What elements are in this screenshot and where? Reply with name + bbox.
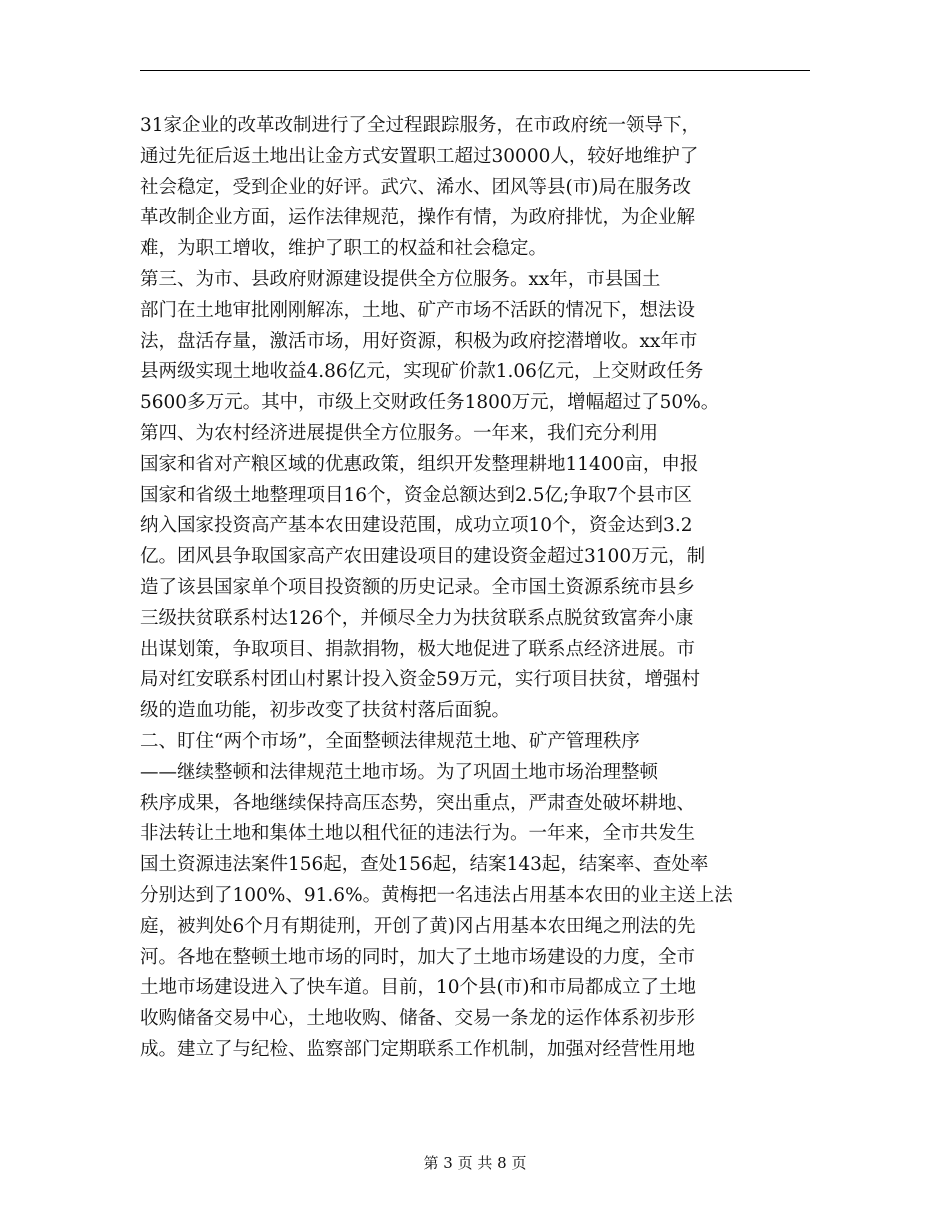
text-line: 土地市场建设进入了快车道。目前，10个县(市)和市局都成立了土地 — [140, 977, 696, 999]
text-line: 造了该县国家单个项目投资额的历史记录。全市国土资源系统市县乡 — [140, 576, 696, 598]
text-line: 法，盘活存量，激活市场，用好资源，积极为政府挖潜增收。xx年市 — [140, 330, 698, 352]
text-line: 5600多万元。其中，市级上交财政任务1800万元，增幅超过了50%。 — [140, 392, 720, 414]
text-line: 成。建立了与纪检、监察部门定期联系工作机制，加强对经营性用地 — [140, 1038, 696, 1060]
text-line: 局对红安联系村团山村累计投入资金59万元，实行项目扶贫，增强村 — [140, 669, 701, 691]
text-line: 县两级实现土地收益4.86亿元，实现矿价款1.06亿元，上交财政任务 — [140, 361, 704, 383]
text-line: 三级扶贫联系村达126个，并倾尽全力为扶贫联系点脱贫致富奔小康 — [140, 607, 694, 629]
text-line: 亿。团风县争取国家高产农田建设项目的建设资金超过3100万元，制 — [140, 546, 706, 568]
text-line: 出谋划策，争取项目、捐款捐物，极大地促进了联系点经济进展。市 — [140, 638, 696, 660]
text-line: 通过先征后返土地出让金方式安置职工超过30000人，较好地维护了 — [140, 145, 699, 167]
page-number: 第 3 页 共 8 页 — [423, 1154, 527, 1172]
text-line: 庭，被判处6个月有期徒刑，开创了黄)冈占用基本农田绳之刑法的先 — [140, 915, 696, 937]
text-line: 社会稳定，受到企业的好评。武穴、浠水、团风等县(市)局在服务改 — [140, 176, 691, 198]
text-line: 纳入国家投资高产基本农田建设范围，成功立项10个，资金达到3.2 — [140, 515, 693, 537]
text-line: 国土资源违法案件156起，查处156起，结案143起，结案率、查处率 — [140, 854, 709, 876]
text-line: 革改制企业方面，运作法律规范，操作有情，为政府排忧，为企业解 — [140, 207, 696, 229]
text-line: ——继续整顿和法律规范土地市场。为了巩固土地市场治理整顿 — [140, 761, 659, 783]
text-line: 国家和省对产粮区域的优惠政策，组织开发整理耕地11400亩，申报 — [140, 453, 699, 475]
text-line: 第四、为农村经济进展提供全方位服务。一年来，我们充分利用 — [140, 422, 659, 444]
document-body — [140, 111, 810, 1066]
text-line: 31家企业的改革改制进行了全过程跟踪服务，在市政府统一领导下， — [140, 115, 701, 136]
text-line: 非法转让土地和集体土地以租代征的违法行为。一年来，全市共发生 — [140, 823, 696, 845]
text-line: 难，为职工增收，维护了职工的权益和社会稳定。 — [140, 238, 548, 260]
text-line: 收购储备交易中心，土地收购、储备、交易一条龙的运作体系初步形 — [140, 1008, 696, 1030]
text-line: 河。各地在整顿土地市场的同时，加大了土地市场建设的力度，全市 — [140, 946, 696, 968]
header-rule — [140, 70, 810, 71]
text-line: 级的造血功能，初步改变了扶贫村落后面貌。 — [140, 700, 511, 722]
text-line: 国家和省级土地整理项目16个，资金总额达到2.5亿;争取7个县市区 — [140, 484, 692, 506]
text-line: 分别达到了100%、91.6%。黄梅把一名违法占用基本农田的业主送上法 — [140, 884, 733, 906]
text-line: 秩序成果，各地继续保持高压态势，突出重点，严肃查处破坏耕地、 — [140, 792, 696, 814]
text-line: 部门在土地审批刚刚解冻，土地、矿产市场不活跃的情况下，想法设 — [140, 299, 696, 321]
text-line: 第三、为市、县政府财源建设提供全方位服务。xx年，市县国土 — [140, 268, 661, 290]
section-heading: 二、盯住“两个市场”，全面整顿法律规范土地、矿产管理秩序 — [140, 730, 640, 752]
